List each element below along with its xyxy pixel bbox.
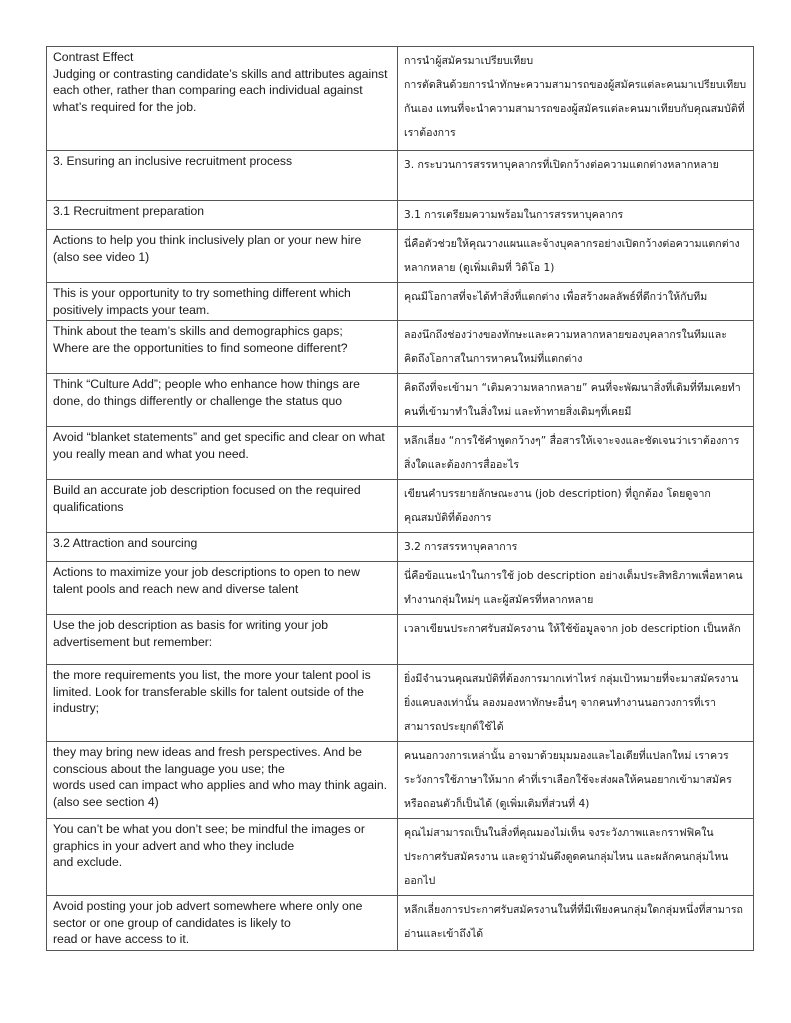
table-body (47, 47, 754, 951)
english-text: You can’t be what you don’t see; be mindful the images or graphics in your advert and who they include (53, 822, 369, 853)
thai-text: เขียนคำบรรยายลักษณะงาน (job description) ที่ถูกต้อง โดยดูจากคุณสมบัติที่ต้องการ (404, 488, 711, 524)
english-cell (47, 615, 398, 665)
thai-text: 3.2 การสรรหาบุคลาการ (404, 541, 518, 553)
thai-text: หลีกเลี่ยงการประกาศรับสมัครงานในที่ที่มีเพียงคนกลุ่มใดกลุ่มหนึ่งที่สามารถอ่านและเข้าถึงได้ (404, 904, 743, 940)
table-row (47, 742, 754, 819)
thai-text: นี่คือตัวช่วยให้คุณวางแผนและจ้างบุคลากรอย่างเปิดกว้างต่อความแตกต่างหลากหลาย (ดูเพิ่มเติมที่ วิดิโอ 1) (404, 238, 740, 274)
thai-text: คิดถึงที่จะเข้ามา “เติมความหลากหลาย” คนที่จะพัฒนาสิ่งที่เดิมที่ทีมเคยทำ คนที่เข้ามาทำในสิ่งใหม่ และท้าทายสิ่งเดิมๆที่เคยมี (404, 382, 745, 418)
thai-cell (398, 321, 754, 374)
thai-cell (398, 230, 754, 283)
thai-cell (398, 201, 754, 230)
table-row (47, 896, 754, 951)
table-row (47, 615, 754, 665)
english-cell (47, 321, 398, 374)
thai-cell (398, 283, 754, 321)
table-row (47, 321, 754, 374)
table-row (47, 480, 754, 533)
english-text: and exclude. (53, 855, 123, 869)
thai-cell (398, 615, 754, 665)
english-text: Think about the team’s skills and demographics gaps; (53, 324, 343, 338)
thai-text: คนนอกวงการเหล่านั้น อาจมาด้วยมุมมองและไอเดียที่แปลกใหม่ เราควรระวังการใช้ภาษาให้มาก คำที่เราเลือกใช้จะส่งผลให้คนอยากเข้ามาสมัครหรือถอนตัวก็เป็นได้ (ดูเพิ่มเติมที่ส่วนที่ 4) (404, 750, 732, 810)
english-cell (47, 151, 398, 201)
english-text: 3. Ensuring an inclusive recruitment process (53, 154, 293, 168)
table-row (47, 151, 754, 201)
table-row (47, 562, 754, 615)
thai-cell (398, 374, 754, 427)
thai-cell (398, 427, 754, 480)
thai-cell (398, 533, 754, 562)
english-cell (47, 374, 398, 427)
table-row (47, 819, 754, 896)
thai-cell (398, 562, 754, 615)
table-row (47, 201, 754, 230)
english-cell (47, 533, 398, 562)
english-text: 3.2 Attraction and sourcing (53, 536, 198, 550)
table-row (47, 47, 754, 151)
english-cell (47, 230, 398, 283)
thai-text: ยิ่งมีจำนวนคุณสมบัติที่ต้องการมากเท่าไหร่ กลุ่มเป้าหมายที่จะมาสมัครงานยิ่งแคบลงเท่านั้น ลองมองหาทักษะอื่นๆ จากคนทำงานนอกวงการที่เราสามารถประยุกต์ใช้ได้ (404, 673, 739, 733)
thai-cell (398, 819, 754, 896)
english-cell (47, 742, 398, 819)
english-text: Think “Culture Add”; people who enhance how things are done, do things differently or challenge the status quo (53, 377, 364, 408)
english-text: Build an accurate job description focused on the required qualifications (53, 483, 364, 514)
english-cell (47, 201, 398, 230)
thai-cell (398, 151, 754, 201)
english-text: Avoid “blanket statements” and get specific and clear on what you really mean and what you need. (53, 430, 389, 461)
english-cell (47, 665, 398, 742)
english-text: Where are the opportunities to find someone different? (53, 340, 348, 355)
english-cell (47, 480, 398, 533)
english-text: Contrast Effect (53, 50, 134, 64)
thai-cell (398, 47, 754, 151)
english-text: Actions to maximize your job descriptions to open to new talent pools and reach new and diverse talent (53, 565, 364, 596)
table-row (47, 427, 754, 480)
thai-text: คุณมีโอกาสที่จะได้ทำสิ่งที่แตกต่าง เพื่อสร้างผลลัพธ์ที่ดีกว่าให้กับทีม (404, 291, 708, 303)
table-row (47, 283, 754, 321)
thai-cell (398, 742, 754, 819)
table-row (47, 230, 754, 283)
english-cell (47, 283, 398, 321)
thai-cell (398, 665, 754, 742)
thai-cell (398, 480, 754, 533)
english-cell (47, 47, 398, 151)
table-row (47, 665, 754, 742)
table-row (47, 374, 754, 427)
thai-text: นี่คือข้อแนะนำในการใช้ job description อย่างเต็มประสิทธิภาพเพื่อหาคนทำงานกลุ่มใหม่ๆ และผู้สมัครที่หลากหลาย (404, 570, 743, 606)
english-text: 3.1 Recruitment preparation (53, 204, 205, 218)
english-text: Use the job description as basis for writing your job advertisement but remember: (53, 618, 332, 649)
english-text: they may bring new ideas and fresh perspectives. And be conscious about the language you use; the (53, 745, 366, 776)
english-text: Actions to help you think inclusively plan or your new hire (also see video 1) (53, 233, 365, 264)
english-text: the more requirements you list, the more your talent pool is limited. Look for transferable skills for talent outside of the industry; (53, 668, 375, 715)
english-cell (47, 427, 398, 480)
thai-text: เวลาเขียนประกาศรับสมัครงาน ให้ใช้ข้อมูลจาก job description เป็นหลัก (404, 623, 741, 635)
thai-text: 3. กระบวนการสรรหาบุคลากรที่เปิดกว้างต่อความแตกต่างหลากหลาย (404, 159, 719, 171)
document-page (46, 46, 754, 951)
english-text: words used can impact who applies and who may think again. (also see section 4) (53, 778, 391, 809)
thai-cell (398, 896, 754, 951)
english-text: This is your opportunity to try something different which positively impacts your team. (53, 286, 355, 317)
thai-text: การตัดสินด้วยการนำทักษะความสามารถของผู้สมัครแต่ละคนมาเปรียบเทียบกันเอง แทนที่จะนำความสามารถของผู้สมัครแต่ละคนมาเทียบกับคุณสมบัติที่เราต้องการ (404, 79, 747, 139)
thai-text: คุณไม่สามารถเป็นในสิ่งที่คุณมองไม่เห็น จงระวังภาพและกราฟฟิคในประกาศรับสมัครงาน และดูว่ามันดึงดูดคนกลุ่มไหน และผลักคนกลุ่มไหนออกไป (404, 827, 729, 887)
table-row (47, 533, 754, 562)
thai-text: ลองนึกถึงช่องว่างของทักษะและความหลากหลายของบุคลากรในทีมและคิดถึงโอกาสในการหาคนใหม่ที่แตกต่าง (404, 329, 727, 365)
english-text: Avoid posting your job advert somewhere where only one sector or one group of candidates is likely to (53, 899, 366, 930)
thai-text: การนำผู้สมัครมาเปรียบเทียบ (404, 55, 534, 67)
thai-text: 3.1 การเตรียมความพร้อมในการสรรหาบุคลากร (404, 209, 624, 221)
english-cell (47, 896, 398, 951)
english-cell (47, 819, 398, 896)
english-text: Judging or contrasting candidate’s skills and attributes against each other, rather than comparing each individual against what’s required for the job. (53, 66, 391, 114)
bilingual-table (46, 46, 754, 951)
english-cell (47, 562, 398, 615)
english-text: read or have access to it. (53, 932, 190, 946)
thai-text: หลีกเลี่ยง “การใช้คำพูดกว้างๆ” สื่อสารให้เจาะจงและชัดเจนว่าเราต้องการสิ่งใดและต้องการสื่ออะไร (404, 435, 740, 471)
